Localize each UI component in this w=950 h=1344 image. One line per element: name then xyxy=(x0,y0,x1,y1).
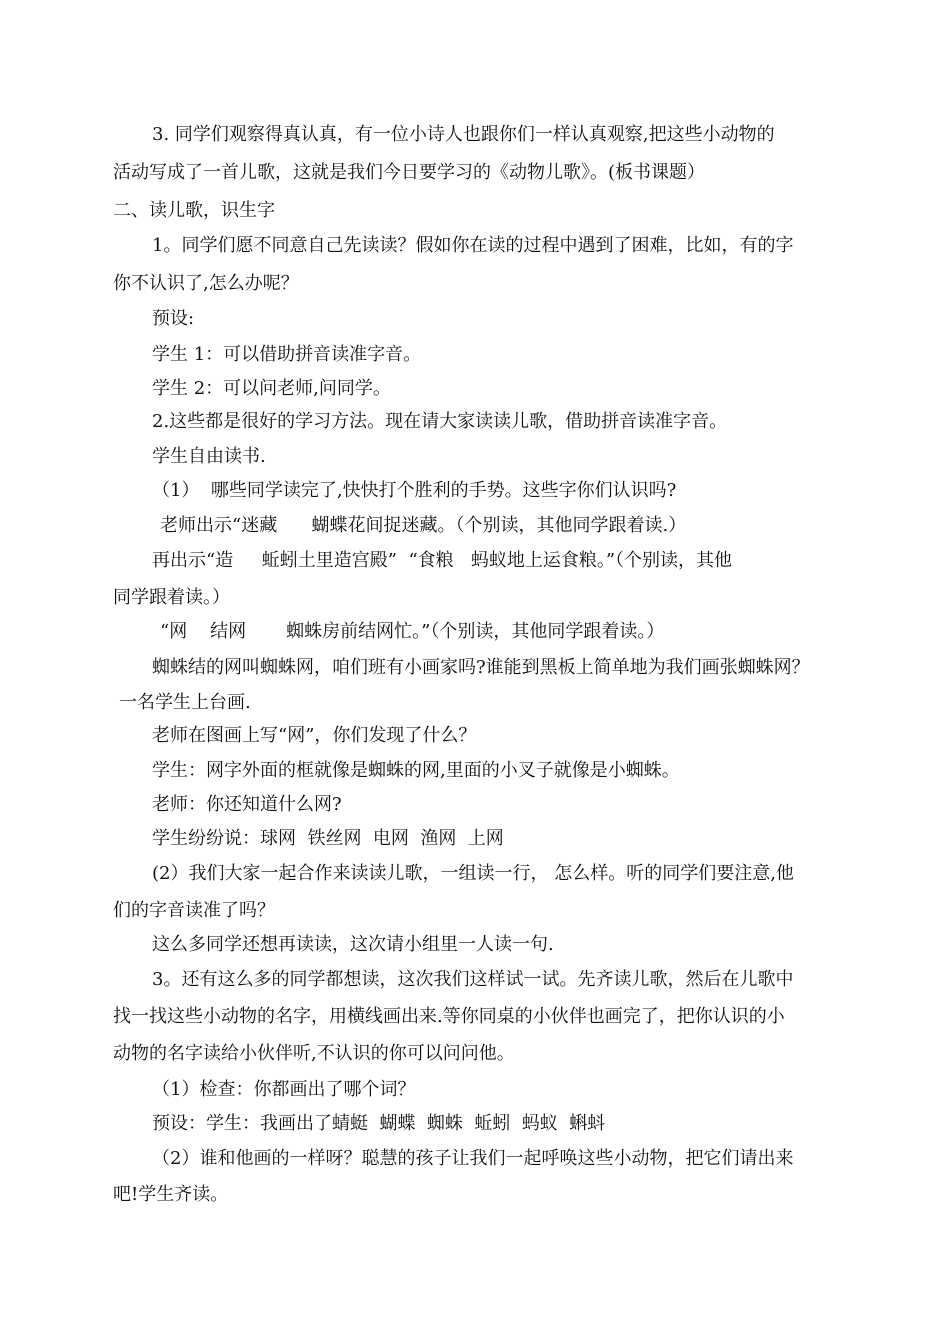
text-line: 老师在图画上写“网”，你们发现了什么？ xyxy=(152,725,477,746)
text-line: 学生自由读书. xyxy=(152,446,266,467)
text-line: 你不认识了,怎么办呢？ xyxy=(113,273,299,294)
text-line: 同学跟着读。） xyxy=(113,587,230,608)
text-line: 3. 同学们观察得真认真，有一位小诗人也跟你们一样认真观察,把这些小动物的 xyxy=(152,124,775,145)
text-line: 1。同学们愿不同意自己先读读？假如你在读的过程中遇到了困难，比如，有的字 xyxy=(152,235,794,256)
text-line: （2）谁和他画的一样呀？聪慧的孩子让我们一起呼唤这些小动物，把它们请出来 xyxy=(152,1148,794,1169)
text-line: 这么多同学还想再读读，这次请小组里一人读一句. xyxy=(152,934,554,955)
text-line: 学生纷纷说：球网 铁丝网 电网 渔网 上网 xyxy=(152,828,504,849)
text-line: 吧!学生齐读。 xyxy=(113,1184,229,1205)
text-line: 3。还有这么多的同学都想读，这次我们这样试一试。先齐读儿歌，然后在儿歌中 xyxy=(152,969,794,990)
text-line: 活动写成了一首儿歌，这就是我们今日要学习的《动物儿歌》。(板书课题） xyxy=(113,162,706,183)
text-line: 学生 1：可以借助拼音读准字音。 xyxy=(152,344,422,365)
text-line: 老师：你还知道什么网? xyxy=(152,794,342,815)
text-line: （1）检查：你都画出了哪个词？ xyxy=(152,1079,416,1100)
text-line: 2.这些都是很好的学习方法。现在请大家读读儿歌，借助拼音读准字音。 xyxy=(152,411,728,432)
text-line: 们的字音读准了吗？ xyxy=(113,900,275,921)
text-line: 一名学生上台画. xyxy=(119,692,251,713)
text-line: (2）我们大家一起合作来读读儿歌，一组读一行， 怎么样。听的同学们要注意,他 xyxy=(152,863,794,884)
text-line: 动物的名字读给小伙伴听,不认识的你可以问问他。 xyxy=(113,1043,515,1064)
section-heading: 二、读儿歌，识生字 xyxy=(113,200,275,221)
text-line: 学生 2：可以问老师,问同学。 xyxy=(152,378,391,399)
text-line: （1） 哪些同学读完了,快快打个胜利的手势。这些字你们认识吗? xyxy=(152,480,677,501)
text-line: “网 结网 蜘蛛房前结网忙。”（个别读，其他同学跟着读。） xyxy=(160,621,665,642)
text-line: 学生：网字外面的框就像是蜘蛛的网,里面的小叉子就像是小蜘蛛。 xyxy=(152,760,680,781)
text-line: 再出示“造 蚯蚓土里造宫殿” “食粮 蚂蚁地上运食粮。”（个别读，其他 xyxy=(152,550,733,571)
text-line: 老师出示“迷藏 蝴蝶花间捉迷藏。（个别读，其他同学跟着读.） xyxy=(160,515,687,536)
text-line: 蜘蛛结的网叫蜘蛛网，咱们班有小画家吗?谁能到黑板上简单地为我们画张蜘蛛网？ xyxy=(152,657,810,678)
text-line: 找一找这些小动物的名字，用横线画出来.等你同桌的小伙伴也画完了，把你认识的小 xyxy=(113,1006,785,1027)
text-line: 预设: xyxy=(152,308,195,329)
text-line: 预设：学生：我画出了蜻蜓 蝴蝶 蜘蛛 蚯蚓 蚂蚁 蝌蚪 xyxy=(152,1113,606,1134)
